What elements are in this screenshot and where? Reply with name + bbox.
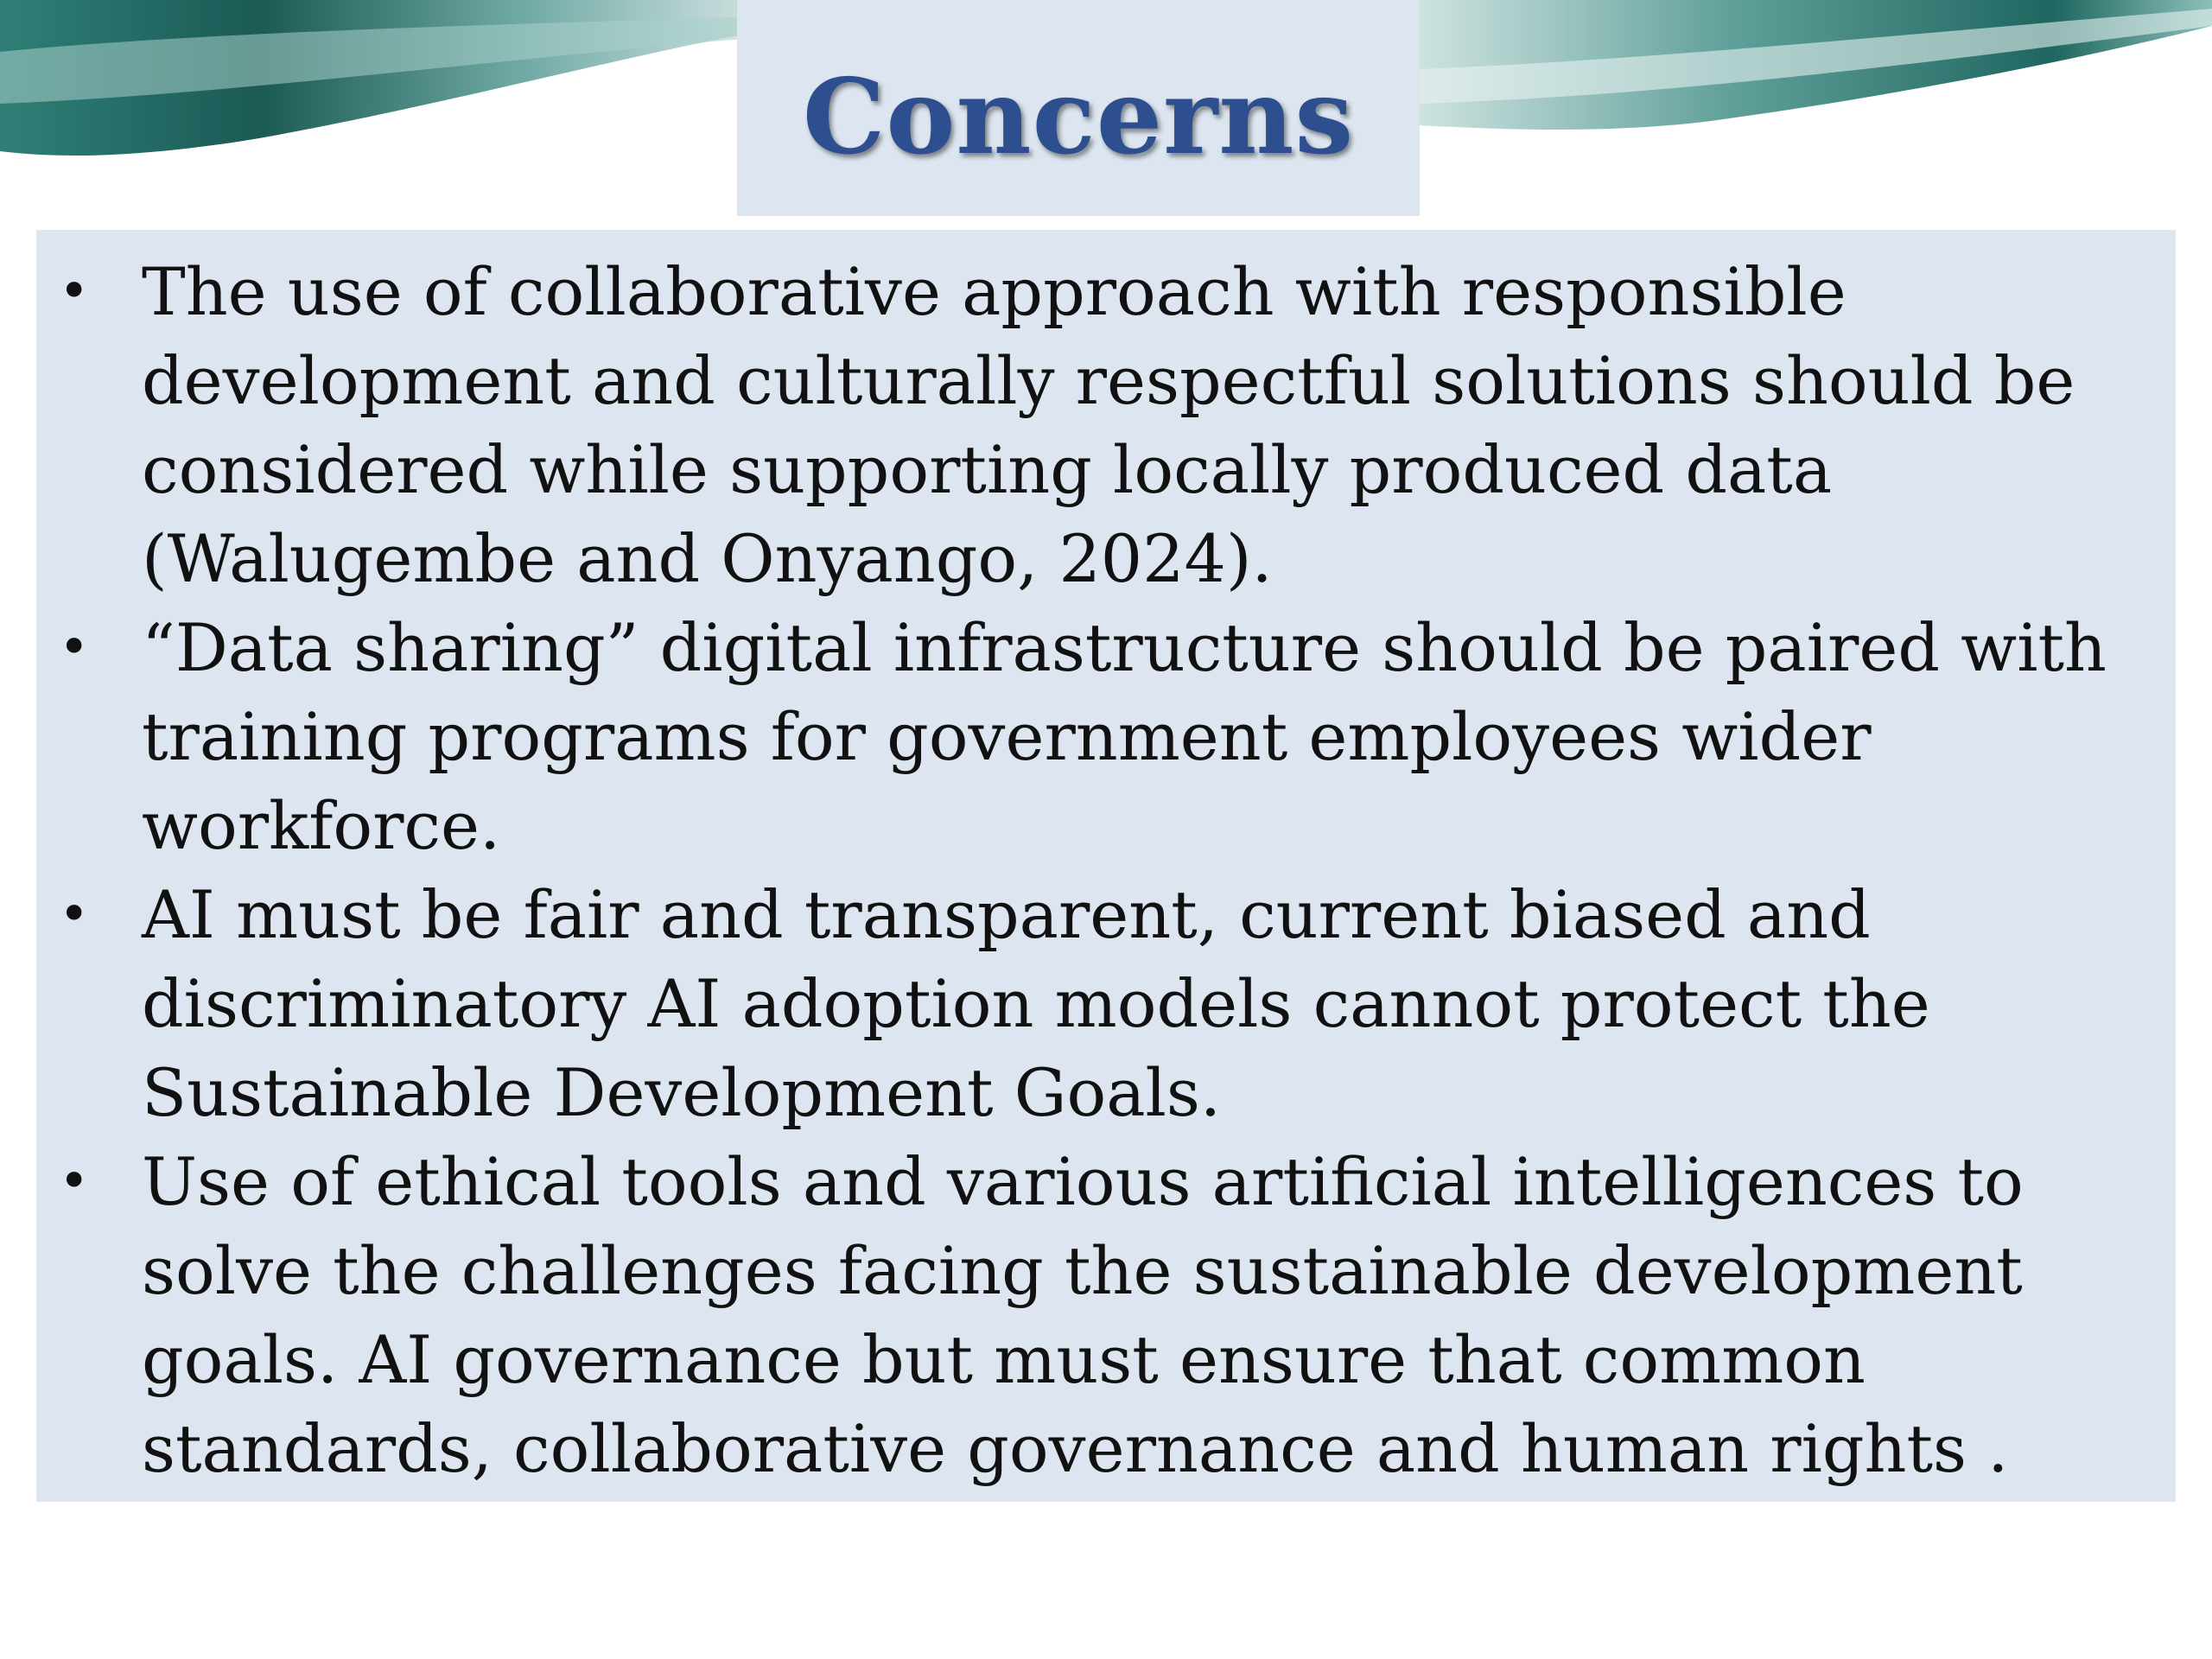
- bullet-list: [36, 247, 2141, 1493]
- slide-title: Concerns: [802, 55, 1355, 178]
- bullet-item: [36, 603, 2141, 870]
- bullet-item: [36, 870, 2141, 1137]
- content-panel: [36, 230, 2176, 1502]
- bullet-text: Use of ethical tools and various artificial intelligences to solve the challenges facing the sustainable development goals. AI governance but must ensure that common standards, collaborative governance and human rights .: [142, 1143, 2024, 1487]
- bullet-item: [36, 1137, 2141, 1493]
- bullet-text: “Data sharing” digital infrastructure should be paired with training programs for government employees wider workforce.: [142, 609, 2107, 864]
- title-panel: [737, 0, 1420, 216]
- bullet-text: AI must be fair and transparent, current biased and discriminatory AI adoption models cannot protect the Sustainable Development Goals.: [142, 876, 1930, 1131]
- bullet-item: [36, 247, 2141, 603]
- bullet-icon: •: [59, 261, 90, 321]
- bullet-icon: •: [59, 1151, 90, 1211]
- bullet-icon: •: [59, 617, 90, 677]
- bullet-icon: •: [59, 884, 90, 944]
- bullet-text: The use of collaborative approach with responsible development and culturally respectful solutions should be considered while supporting locally produced data (Walugembe and Onyango, 2024).: [142, 253, 2075, 597]
